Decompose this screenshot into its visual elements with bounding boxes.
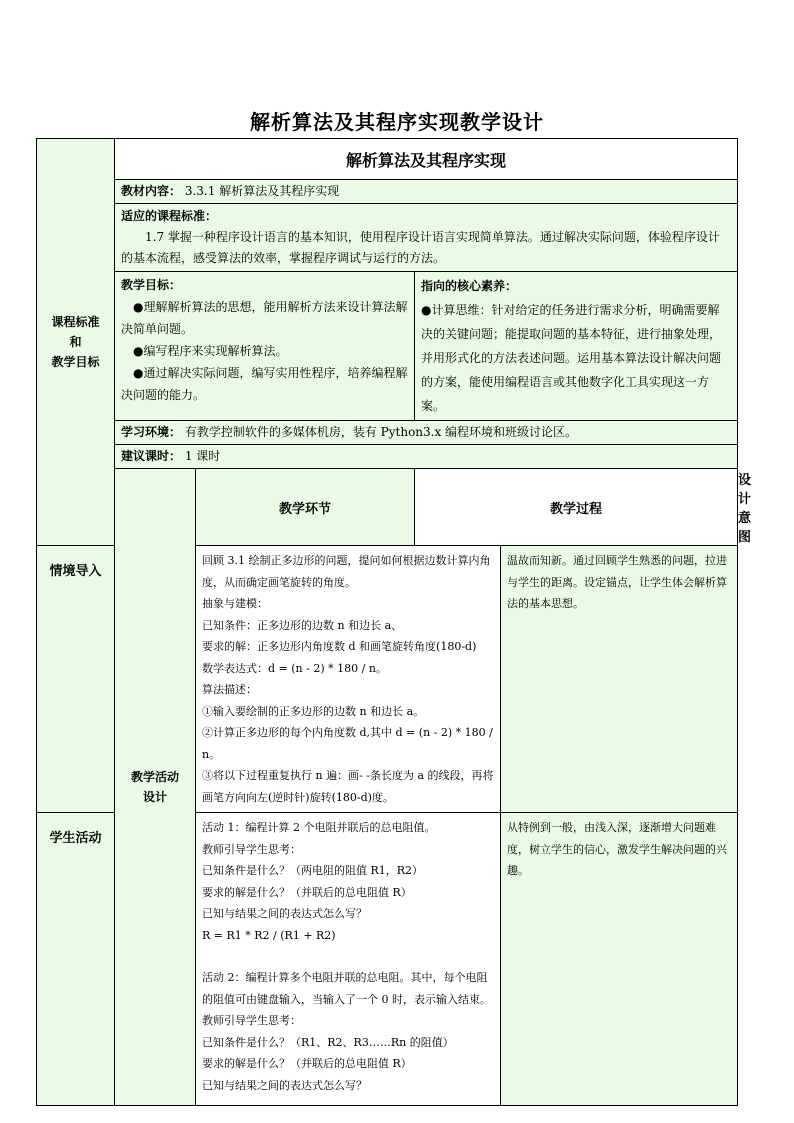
process-line: 要求的解是什么？（并联后的总电阻值 R） — [202, 1057, 412, 1070]
process-line: 数学表达式：d = (n - 2) * 180 / n。 — [202, 661, 387, 675]
hours-row — [115, 445, 738, 469]
intent-cell: 从特例到一般，由浅入深，逐渐增大问题难度，树立学生的信心，激发学生解决问题的兴趣。 — [501, 813, 738, 1106]
process-line: 活动 2：编程计算多个电阻并联的总电阻。其中，每个电阻的阻值可由键盘输入，当输入了一个 0 时，表示输入结束。 — [202, 971, 491, 1006]
literacy-text: ●计算思维：针对给定的任务进行需求分析，明确需要解决的关键问题；能提取问题的基本特征，进行抽象处理，并用形式化的方法表述问题。运用基本算法设计解决问题的方案，能使用编程语言或其他数字化工具实现这一方案。 — [421, 303, 722, 413]
literacy-label: 指向的核心素养： — [421, 279, 518, 293]
material-value: 3.3.1 解析算法及其程序实现 — [184, 184, 340, 198]
goal-item: ●理解解析算法的思想，能用解析方法来设计算法解决简单问题。 — [121, 300, 408, 336]
process-line: 要求的解：正多边形内角度数 d 和画笔旋转角度(180-d) — [202, 640, 477, 653]
process-line: 已知条件是什么？（两电阻的阻值 R1，R2） — [202, 864, 424, 877]
process-line: 回顾 3.1 绘制正多边形的问题，提问如何根据边数计算内角度，从而确定画笔旋转的角度。 — [202, 554, 491, 589]
environment-row — [115, 421, 738, 445]
material-row — [115, 180, 738, 204]
process-line: 要求的解是什么？（并联后的总电阻值 R） — [202, 885, 412, 899]
stage-name: 学生活动 — [37, 813, 115, 1106]
goals-label: 教学目标： — [121, 278, 182, 292]
stage-name: 情境导入 — [37, 546, 115, 813]
goals-cell — [115, 272, 415, 421]
process-cell — [196, 813, 501, 1106]
hours-label: 建议课时： — [121, 449, 182, 463]
process-line: 教师引导学生思考： — [202, 842, 301, 856]
header-process: 教学过程 — [415, 469, 738, 546]
process-line: 已知条件：正多边形的边数 n 和边长 a、 — [202, 618, 403, 632]
environment-label: 学习环境： — [121, 425, 182, 439]
standard-label: 适应的课程标准： — [121, 209, 218, 223]
goal-item: ●编写程序来实现解析算法。 — [133, 344, 288, 358]
process-cell — [196, 546, 501, 813]
header-stage: 教学环节 — [196, 469, 415, 546]
environment-value: 有教学控制软件的多媒体机房，装有 Python3.x 编程环境和班级讨论区。 — [184, 425, 578, 439]
goal-item: ●通过解决实际问题，编写实用性程序，培养编程解决问题的能力。 — [121, 366, 408, 402]
process-line: 算法描述： — [202, 683, 257, 696]
lesson-title: 解析算法及其程序实现 — [115, 139, 738, 180]
blank-line — [202, 946, 494, 967]
document-title: 解析算法及其程序实现教学设计 — [250, 110, 544, 134]
process-line: ②计算正多边形的每个内角度数 d,其中 d = (n - 2) * 180 / n。 — [202, 726, 493, 761]
intent-cell: 温故而知新。通过回顾学生熟悉的问题，拉进与学生的距离。设定锚点，让学生体会解析算法的基本思想。 — [501, 546, 738, 813]
process-line: 已知与结果之间的表达式怎么写？ — [202, 1078, 367, 1092]
literacy-cell — [415, 272, 738, 421]
standard-text: 1.7 掌握一种程序设计语言的基本知识，使用程序设计语言实现简单算法。通过解决实际问题，体验程序设计的基本流程，感受算法的效率，掌握程序调试与运行的方法。 — [121, 230, 720, 265]
material-label: 教材内容： — [121, 184, 182, 198]
process-line: 活动 1：编程计算 2 个电阻并联后的总电阻值。 — [202, 821, 436, 834]
process-line: 教师引导学生思考： — [202, 1014, 301, 1027]
process-line: 已知条件是什么？（R1、R2、R3……Rn 的阻值） — [202, 1035, 454, 1049]
hours-value: 1 课时 — [184, 449, 221, 463]
process-line: 抽象与建模： — [202, 597, 268, 610]
section-label-activities: 教学活动 设计 — [115, 469, 196, 1106]
standard-row — [115, 204, 738, 272]
process-line: ①输入要绘制的正多边形的边数 n 和边长 a。 — [202, 704, 425, 718]
process-line: 已知与结果之间的表达式怎么写？ — [202, 907, 367, 920]
section-label-standards: 课程标准 和 教学目标 — [37, 139, 115, 546]
lesson-plan-table: 课程标准 和 教学目标 解析算法及其程序实现 教材内容： 3.3.1 解析算法及其程序实现 适应的课程标准： 1.7 掌握一种程序设计语言的基本知识，使用程序设计语言实现简单算法。通过解决实际问题，体验程序设计的基本流程，感受算法的效率，掌握程序调试与运行的方法。 教学目标： ●理解解析算法的思想，能用解析方法来设计算法解决简单问题。 ●编写程序来实现解析算法。 ●通过解决实际问题，编写实用性程序，培养编程解决问题的能力。 指向的核心素养： ●计算思维：针对给定的任务进行需求分析，明确需要解决的关键问题；能提取问题的基本特征，进行抽象处理，并用形式化的方法表述问题。运用基本算法设计解决问题的方案，能使用编程语言或其他数字化工具实现这一方案。 学习环境： 有教学控制软件的多媒体机房，装有 Python3.x 编程环境和班级讨论区。 建议课时： 1 课时 教学活动 设计 教学环节 教学过程 设计意图 情境导入 回顾 3.1 绘制正多边形的问题，提问如何根据边数计算内角度，从而确定画笔旋转的角度。 抽象与建模： 已知条件：正多边形的边数 n 和边长 a、 要求的解：正多边形内角度数 d 和画笔旋转角度(180-d) 数学表达式：d = (n - 2) * 180 / n。 算法描述： ①输入要绘制的正多边形的边数 n 和边长 a。 ②计算正多边形的每个内角度数 d,其中 d = (n - 2) * 180 / n。 ③将以下过程重复执行 n 遍：画- -条长度为 a 的线段，再将画笔方向向左(逆时针)旋转(180-d)度。 温故而知新。通过回顾学生熟悉的问题，拉进与学生的距离。设定锚点，让学生体会解析算法的基本思想。 学生活动 活动 1：编程计算 2 个电阻并联后的总电阻值。 教师引导学生思考： 已知条件是什么？（两电阻的阻值 R1，R2） 要求的解是什么？（并联后的总电阻值 R） 已知与结果之间的表达式怎么写？ R = R1 * R2 / (R1 + R2) 活动 2：编程计算多个电阻并联的总电阻。其中，每个电阻的阻值可由键盘输入，当输入了一个 0 时，表示输入结束。 教师引导学生思考： 已知条件是什么？（R1、R2、R3……Rn 的阻值） 要求的解是什么？（并联后的总电阻值 R） 已知与结果之间的表达式怎么写？ 从特例到一般，由浅入深，逐渐增大问题难度，树立学生的信心，激发学生解决问题的兴趣。 — [36, 138, 738, 1106]
process-line: R = R1 * R2 / (R1 + R2) — [202, 928, 336, 942]
process-line: ③将以下过程重复执行 n 遍：画- -条长度为 a 的线段，再将画笔方向向左(逆时针)旋转(180-d)度。 — [202, 769, 494, 804]
